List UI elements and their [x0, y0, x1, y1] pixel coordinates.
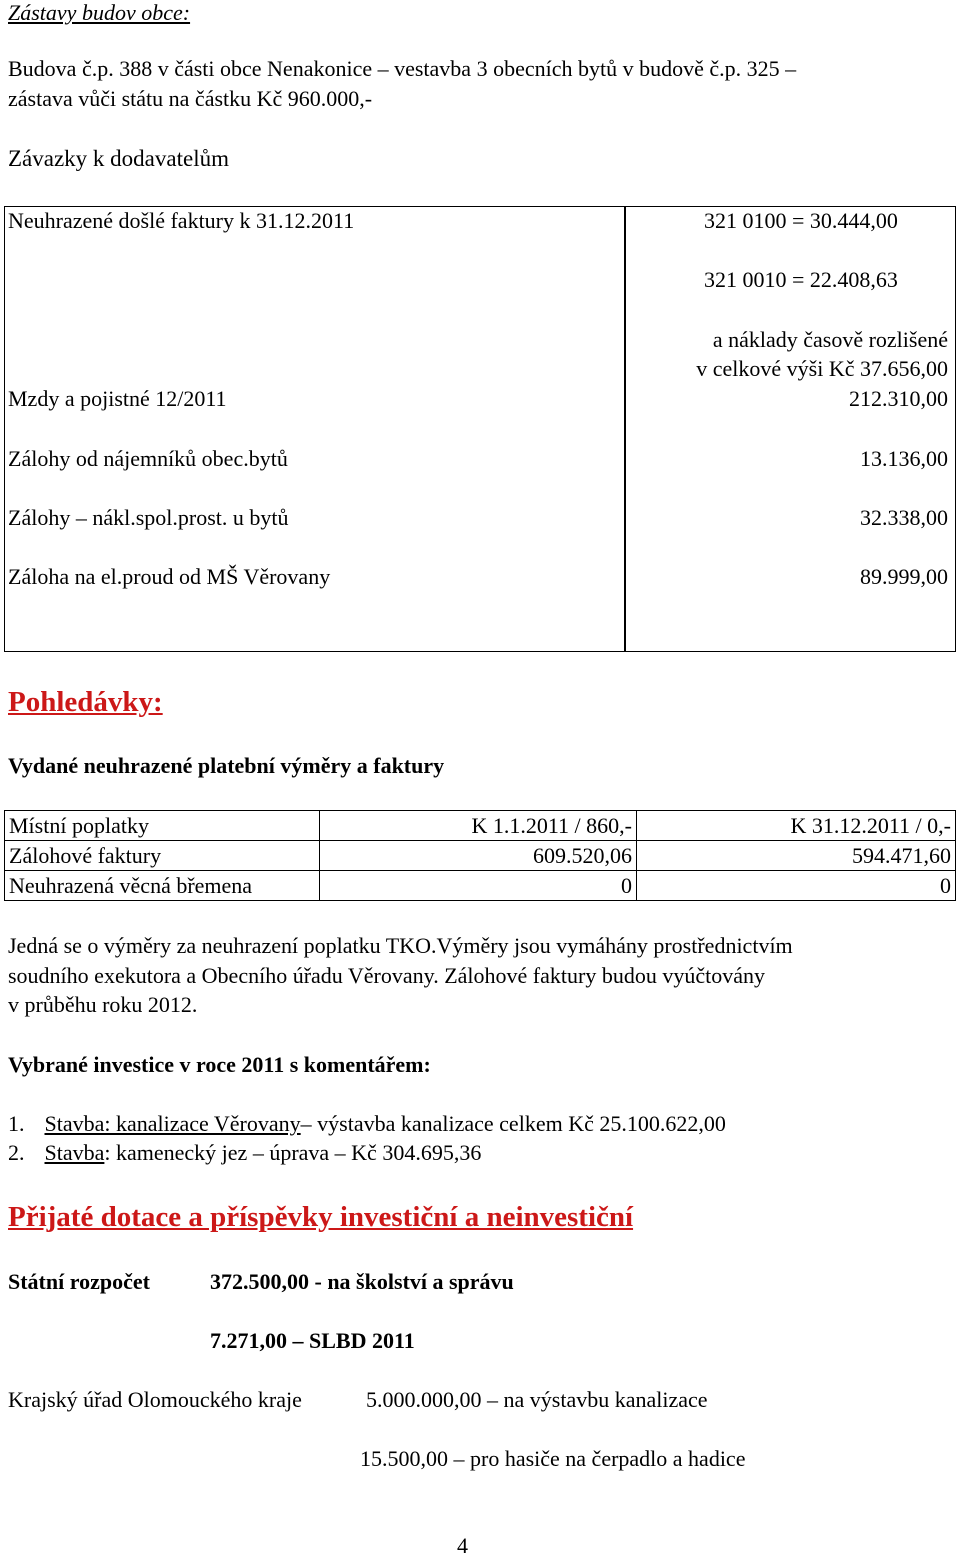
- table-row: [5, 841, 956, 871]
- table-cell: Neuhrazená věcná břemena: [5, 871, 320, 901]
- zavazky-label-zalohy-nakl: Zálohy – nákl.spol.prost. u bytů: [8, 505, 289, 530]
- zavazky-label-zaloha-el: Záloha na el.proud od MŠ Věrovany: [8, 564, 331, 589]
- zavazky-value-zalohy-najemniku: 13.136,00: [860, 446, 948, 471]
- investice-item-link: Stavba: [44, 1140, 105, 1165]
- dotace-heading: Přijaté dotace a příspěvky investiční a neinvestiční: [8, 1201, 634, 1233]
- zastavy-heading: Zástavy budov obce:: [8, 0, 191, 25]
- investice-item-number: 1.: [8, 1111, 25, 1136]
- investice-item-link: Stavba: kanalizace Věrovany: [44, 1111, 301, 1136]
- table-cell: 0: [320, 871, 637, 901]
- zavazky-value-mzdy: 212.310,00: [849, 386, 948, 411]
- table-cell: 594.471,60: [637, 841, 956, 871]
- zavazky-label-faktury: Neuhrazené došlé faktury k 31.12.2011: [8, 208, 355, 233]
- zavazky-label-zalohy-najemniku: Zálohy od nájemníků obec.bytů: [8, 446, 288, 471]
- dotace-statni-line1: 372.500,00 - na školství a správu: [210, 1269, 514, 1294]
- zavazky-heading: Závazky k dodavatelům: [8, 146, 229, 171]
- investice-item-1: [8, 1111, 726, 1137]
- pohledavky-note-line1: Jedná se o výměry za neuhrazení poplatku TKO.Výměry jsou vymáhány prostřednictvím: [8, 933, 793, 958]
- table-cell: Místní poplatky: [5, 811, 320, 841]
- investice-item-text: – výstavba kanalizace celkem Kč 25.100.622,00: [300, 1111, 726, 1136]
- pohledavky-subheading: Vydané neuhrazené platební výměry a faktury: [8, 753, 445, 778]
- dotace-statni-label: Státní rozpočet: [8, 1269, 150, 1294]
- table-row: [5, 811, 956, 841]
- zavazky-label-mzdy: Mzdy a pojistné 12/2011: [8, 386, 227, 411]
- investice-item-number: 2.: [8, 1140, 25, 1165]
- pohledavky-note-line2: soudního exekutora a Obecního úřadu Věrovany. Zálohové faktury budou vyúčtovány: [8, 963, 765, 988]
- zavazky-column-divider: [624, 206, 626, 652]
- zavazky-value-321-0100: 321 0100 = 30.444,00: [704, 208, 898, 233]
- pohledavky-table: [4, 810, 956, 901]
- pohledavky-note-line3: v průběhu roku 2012.: [8, 992, 198, 1017]
- zavazky-value-naklady-line2: v celkové výši Kč 37.656,00: [696, 356, 948, 381]
- table-row: [5, 871, 956, 901]
- zavazky-value-zalohy-nakl: 32.338,00: [860, 505, 948, 530]
- table-cell: 609.520,06: [320, 841, 637, 871]
- zavazky-value-naklady-line1: a náklady časově rozlišené: [712, 327, 948, 352]
- table-cell: Zálohové faktury: [5, 841, 320, 871]
- pohledavky-heading: Pohledávky:: [8, 686, 163, 718]
- dotace-krajsky-line1: 5.000.000,00 – na výstavbu kanalizace: [366, 1387, 708, 1412]
- zastavy-text-line2: zástava vůči státu na částku Kč 960.000,-: [8, 86, 373, 111]
- table-cell: 0: [637, 871, 956, 901]
- dotace-krajsky-label: Krajský úřad Olomouckého kraje: [8, 1387, 302, 1412]
- zavazky-value-zaloha-el: 89.999,00: [860, 564, 948, 589]
- dotace-statni-line2: 7.271,00 – SLBD 2011: [210, 1328, 415, 1353]
- zastavy-text-line1: Budova č.p. 388 v části obce Nenakonice – vestavba 3 obecních bytů v budově č.p. 325 –: [8, 56, 797, 81]
- table-cell: K 1.1.2011 / 860,-: [320, 811, 637, 841]
- investice-item-text: : kamenecký jez – úprava – Kč 304.695,36: [104, 1140, 482, 1165]
- table-cell: K 31.12.2011 / 0,-: [637, 811, 956, 841]
- zavazky-value-321-0010: 321 0010 = 22.408,63: [704, 267, 898, 292]
- dotace-krajsky-line2: 15.500,00 – pro hasiče na čerpadlo a hadice: [360, 1446, 746, 1471]
- investice-item-2: [8, 1140, 481, 1166]
- investice-heading: Vybrané investice v roce 2011 s komentářem:: [8, 1052, 431, 1077]
- page-number: 4: [457, 1533, 468, 1558]
